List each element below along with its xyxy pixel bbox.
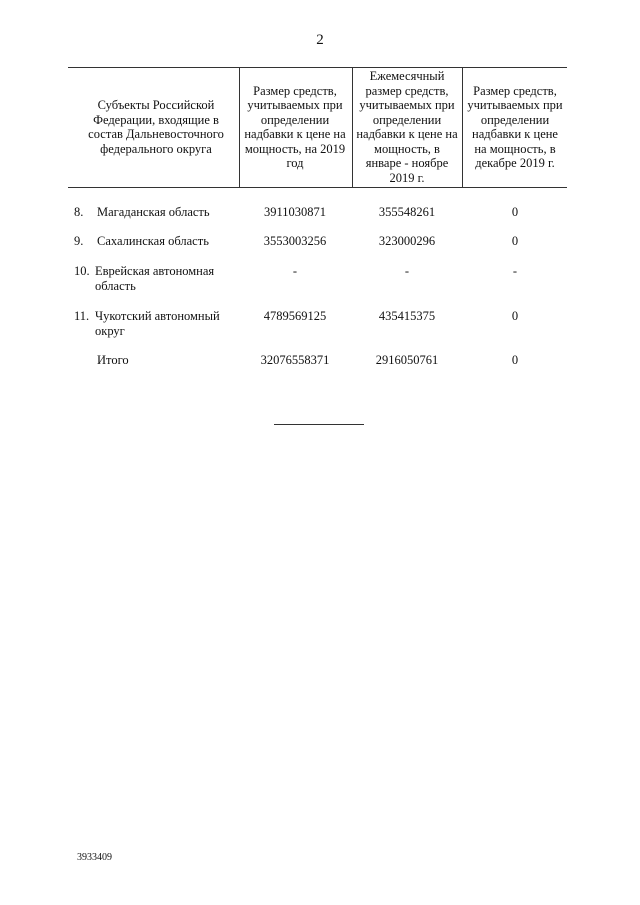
row-value-december: 0 — [511, 205, 519, 219]
column-divider — [462, 67, 463, 187]
header-2019-text: Размер средств, учитываемых при определении надбавки к цене на мощность, на 2019 год — [244, 83, 346, 170]
row-value-2019: 3553003256 — [263, 234, 327, 248]
header-bottom-rule — [68, 187, 567, 188]
row-number: 11. — [74, 309, 90, 323]
row-subject: Сахалинская область — [97, 234, 209, 248]
row-value-2019: - — [292, 264, 298, 278]
header-subject — [76, 67, 236, 187]
row-subject: Чукотский автономный округ — [95, 309, 220, 338]
row-value-monthly: 323000296 — [378, 234, 436, 248]
total-value-monthly: 2916050761 — [375, 353, 439, 367]
document-code: 3933409 — [77, 852, 112, 863]
header-monthly — [355, 67, 459, 187]
row-value-december: 0 — [511, 309, 519, 323]
row-value-december: 0 — [511, 234, 519, 248]
row-value-monthly: - — [404, 264, 410, 278]
total-value-2019: 32076558371 — [260, 353, 330, 367]
header-monthly-text: Ежемесячный размер средств, учитываемых при определении надбавки к цене на мощность, в январе - ноябре 2019 г. — [356, 69, 458, 185]
row-subject: Магаданская область — [97, 205, 210, 219]
column-divider — [239, 67, 240, 187]
row-subject: Еврейская автономная область — [95, 264, 215, 293]
header-subject-text: Субъекты Российской Федерации, входящие в состав Дальневосточного федерального округа — [88, 98, 224, 156]
closing-rule — [274, 424, 364, 425]
row-number: 8. — [74, 205, 84, 219]
column-divider — [352, 67, 353, 187]
header-december-text: Размер средств, учитываемых при определении надбавки к цене на мощность, в декабре 2019 г. — [467, 83, 563, 170]
row-value-2019: 3911030871 — [263, 205, 327, 219]
row-value-december: - — [512, 264, 518, 278]
row-value-monthly: 355548261 — [378, 205, 436, 219]
header-december — [465, 67, 565, 187]
row-number: 10. — [74, 264, 90, 278]
row-value-2019: 4789569125 — [263, 309, 327, 323]
total-value-december: 0 — [511, 353, 519, 367]
header-2019 — [242, 67, 348, 187]
row-number: 9. — [74, 234, 84, 248]
page-number: 2 — [316, 32, 324, 48]
total-label: Итого — [97, 353, 129, 367]
row-value-monthly: 435415375 — [378, 309, 436, 323]
